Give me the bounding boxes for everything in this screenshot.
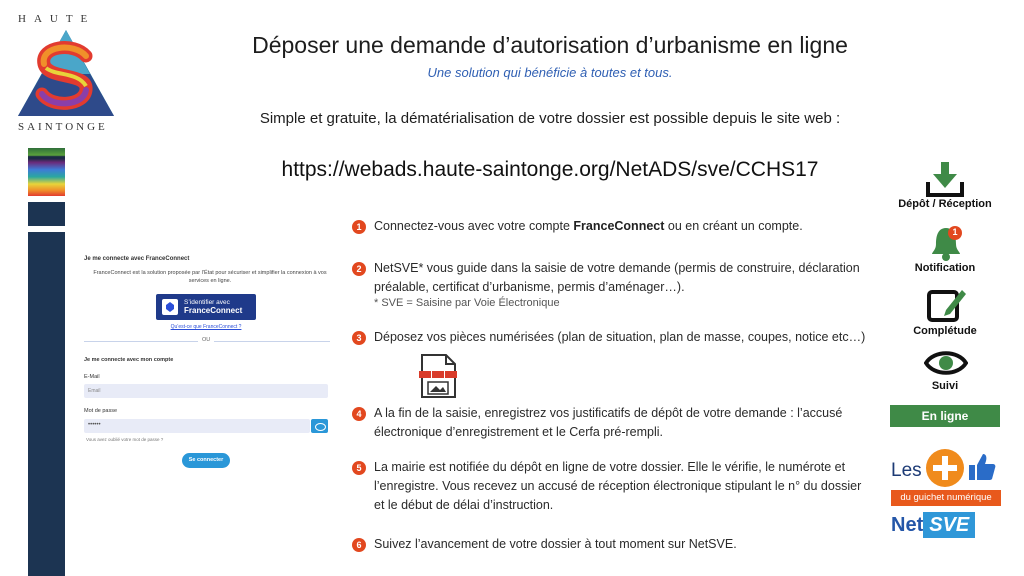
decorative-sidebar-bar xyxy=(28,232,65,576)
franceconnect-login-panel xyxy=(78,246,336,476)
step-text: La mairie est notifiée du dépôt en ligne de votre dossier. Elle le vérifie, le numérote et l’enregistre. Vous recevez un accusé de réception électronique stipulant le n° du dossier et le début de délai d’instruction. xyxy=(374,460,862,512)
en-ligne-badge: En ligne xyxy=(890,405,1000,427)
file-formats-icon xyxy=(419,354,457,398)
decorative-square xyxy=(28,202,65,226)
step-number: 5 xyxy=(352,461,366,475)
separator-or xyxy=(84,337,330,343)
thumbs-up-icon xyxy=(968,452,996,482)
franceconnect-heading: Je me connecte avec FranceConnect xyxy=(84,256,190,262)
account-login-heading: Je me connecte avec mon compte xyxy=(84,357,174,363)
step-text: Connectez-vous avec votre compte xyxy=(374,219,574,233)
franceconnect-button[interactable] xyxy=(156,294,256,320)
suivi-label: Suivi xyxy=(931,380,959,392)
brand-top-text: HAUTE xyxy=(18,13,96,25)
service-url-link[interactable]: https://webads.haute-saintonge.org/NetADS/sve/CCHS17 xyxy=(281,158,819,181)
les-plus-label: Les xyxy=(891,460,922,481)
step-3 xyxy=(352,328,872,347)
step-text: Suivez l’avancement de votre dossier à tout moment sur NetSVE. xyxy=(374,537,737,551)
franceconnect-info-link[interactable]: Qu’est-ce que FranceConnect ? xyxy=(170,324,242,330)
password-field[interactable]: •••••• xyxy=(84,419,310,433)
eye-icon xyxy=(924,348,968,378)
step-footnote: * SVE = Saisine par Voie Électronique xyxy=(374,297,560,309)
email-label: E-Mail xyxy=(84,374,100,380)
step-4 xyxy=(352,404,872,442)
step-number: 3 xyxy=(352,331,366,345)
edit-form-icon xyxy=(926,286,966,324)
separator-or-label: OU xyxy=(198,337,214,343)
step-number: 1 xyxy=(352,220,366,234)
step-5 xyxy=(352,458,872,515)
step-text-end: ou en créant un compte. xyxy=(664,219,803,233)
guichet-numerique-banner: du guichet numérique xyxy=(891,490,1001,506)
step-1 xyxy=(352,217,872,236)
franceconnect-button-line2: FranceConnect xyxy=(184,305,243,315)
forgot-password-link[interactable]: Vous avez oublié votre mot de passe ? xyxy=(86,437,164,442)
netsve-logo xyxy=(891,512,1001,540)
step-2 xyxy=(352,259,872,309)
download-tray-icon xyxy=(925,162,965,198)
step-text: A la fin de la saisie, enregistrez vos justificatifs de dépôt de votre demande : l’accusé électronique d’enregistrement et le Cerfa pré-rempli. xyxy=(374,406,843,439)
plus-icon xyxy=(926,449,964,487)
franceconnect-icon xyxy=(162,299,178,315)
franceconnect-mention: FranceConnect xyxy=(573,219,665,233)
brand-bottom-text: SAINTONGE xyxy=(18,121,108,133)
haute-saintonge-logo xyxy=(16,28,116,122)
step-text: NetSVE* vous guide dans la saisie de votre demande (permis de construire, déclaration préalable, certificat d’urbanisme, permis d’aménager…). xyxy=(374,261,860,294)
notification-label: Notification xyxy=(914,262,976,274)
page-title: Déposer une demande d’autorisation d’urbanisme en ligne xyxy=(252,32,848,58)
completude-label: Complétude xyxy=(913,325,977,337)
show-password-eye-icon[interactable] xyxy=(311,419,328,433)
page-subtitle: Une solution qui bénéficie à toutes et tous. xyxy=(427,65,673,80)
step-number: 2 xyxy=(352,262,366,276)
password-label: Mot de passe xyxy=(84,408,118,414)
step-number: 6 xyxy=(352,538,366,552)
depot-reception-label: Dépôt / Réception xyxy=(898,198,992,210)
step-number: 4 xyxy=(352,407,366,421)
franceconnect-button-line1: S’identifier avec xyxy=(184,298,230,306)
step-6 xyxy=(352,535,872,554)
step-text: Déposez vos pièces numérisées (plan de situation, plan de masse, coupes, notice etc…) xyxy=(374,330,866,344)
netsve-sve-text: SVE xyxy=(923,512,975,538)
notification-badge: 1 xyxy=(952,227,958,237)
rainbow-stripe xyxy=(28,148,65,196)
intro-text: Simple et gratuite, la dématérialisation de votre dossier est possible depuis le site web : xyxy=(259,110,841,127)
login-submit-button[interactable]: Se connecter xyxy=(182,453,230,468)
netsve-net-text: Net xyxy=(891,514,924,536)
franceconnect-description: FranceConnect est la solution proposée par l’État pour sécuriser et simplifier la connexion à vos services en ligne. xyxy=(93,270,327,284)
email-field[interactable]: Email xyxy=(84,384,328,398)
